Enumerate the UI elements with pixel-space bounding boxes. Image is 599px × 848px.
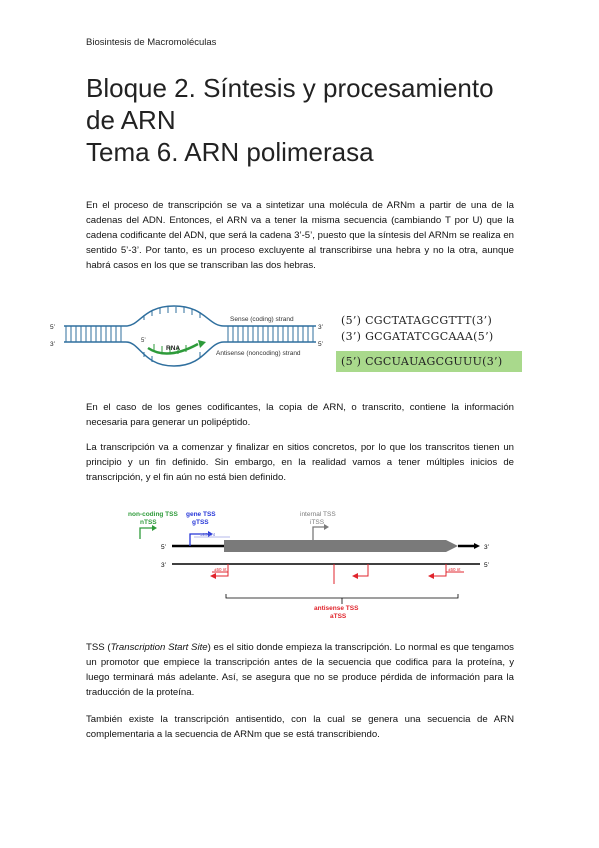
left-3-prime-label: 3’ bbox=[50, 341, 56, 348]
bottom-3-prime-end: 3’ bbox=[161, 562, 167, 569]
ntss-abbr: nTSS bbox=[140, 519, 157, 526]
page-title bbox=[86, 72, 526, 168]
sequence-coding-strand: (5’) CGCTATAGCGTTT(3’) bbox=[341, 314, 493, 327]
paragraph-start-end: La transcripción va a comenzar y finalizar en sitios concretos, por lo que los transcritos tienen un principio y un fin definido. Sin embargo, en la realidad vamos a tener múltiples inicios de transcripción, y el fin aún no está bien definido. bbox=[86, 442, 514, 483]
distance-right-label: ±50 nt bbox=[448, 567, 461, 572]
page-header: Biosintesis de Macromoléculas bbox=[86, 37, 217, 48]
bubble-5-prime-label: 5’ bbox=[141, 338, 146, 344]
gene-body-arrow bbox=[224, 540, 458, 552]
title-line-2: Tema 6. ARN polimerasa bbox=[86, 137, 374, 167]
distance-top-label: ±250 nt bbox=[200, 532, 215, 537]
sequence-rna: (5’) CGCUAUAGCGUUU(3’) bbox=[341, 355, 503, 368]
itss-abbr: iTSS bbox=[310, 519, 325, 526]
rna-label: RNA bbox=[166, 345, 181, 352]
right-3-prime-label: 3’ bbox=[318, 324, 324, 331]
right-5-prime-label: 5’ bbox=[318, 341, 324, 348]
title-line-1: Bloque 2. Síntesis y procesamiento de ARN bbox=[86, 73, 494, 135]
itss-title: internal TSS bbox=[300, 511, 336, 518]
gtss-title: gene TSS bbox=[186, 511, 216, 518]
paragraph-antisense: También existe la transcripción antisentido, con la cual se genera una secuencia de ARN complementaria a la secuencia de ARNm que se está transcribiendo. bbox=[86, 714, 514, 740]
top-5-prime-end: 5’ bbox=[161, 544, 167, 551]
tss-full-name: Transcription Start Site bbox=[110, 642, 208, 653]
ntss-title: non-coding TSS bbox=[128, 511, 178, 518]
bottom-5-prime-end: 5’ bbox=[484, 562, 490, 569]
distance-left-label: ±50 nt bbox=[214, 567, 227, 572]
antisense-strand-label: Antisense (noncoding) strand bbox=[216, 350, 301, 357]
atss-title: antisense TSS bbox=[314, 605, 359, 612]
paragraph-transcription: En el proceso de transcripción se va a sintetizar una molécula de ARNm a partir de una de la cadenas del ADN. Entonces, el ARN va a tener la misma secuencia (cambiando T por U) que la cadena codificante del ADN, que será la cadena 3’-5’, puesto que la síntesis del ARNm se realiza en sentido 5’-3’. Por tanto, es un proceso excluyente al transcribirse una hebra y no la otra, aunque habrá casos en los que se transcriban las dos hebras. bbox=[86, 200, 514, 271]
sequence-template-strand: (3’) GCGATATCGCAAA(5’) bbox=[341, 330, 494, 343]
tss-description: ) es el sitio donde empieza la transcripción. Lo normal es que tengamos un promotor que empiece la transcripción antes de la secuencia que codifica para la proteína, y luego terminará más adelante. Así, se asegura que no se produce pérdida de información para la traducción de la proteína. bbox=[86, 642, 514, 698]
paragraph-coding-genes: En el caso de los genes codificantes, la copia de ARN, o transcrito, contiene la información necesaria para generar un polipéptido. bbox=[86, 402, 514, 428]
atss-abbr: aTSS bbox=[330, 613, 347, 620]
transcription-bubble-figure bbox=[48, 298, 328, 380]
tss-diagram bbox=[128, 506, 508, 626]
gtss-abbr: gTSS bbox=[192, 519, 209, 526]
sense-strand-label: Sense (coding) strand bbox=[230, 316, 294, 323]
left-5-prime-label: 5’ bbox=[50, 324, 56, 331]
paragraph-tss bbox=[86, 640, 514, 700]
tss-abbr-text: TSS ( bbox=[86, 642, 111, 653]
top-3-prime-end: 3’ bbox=[484, 544, 490, 551]
